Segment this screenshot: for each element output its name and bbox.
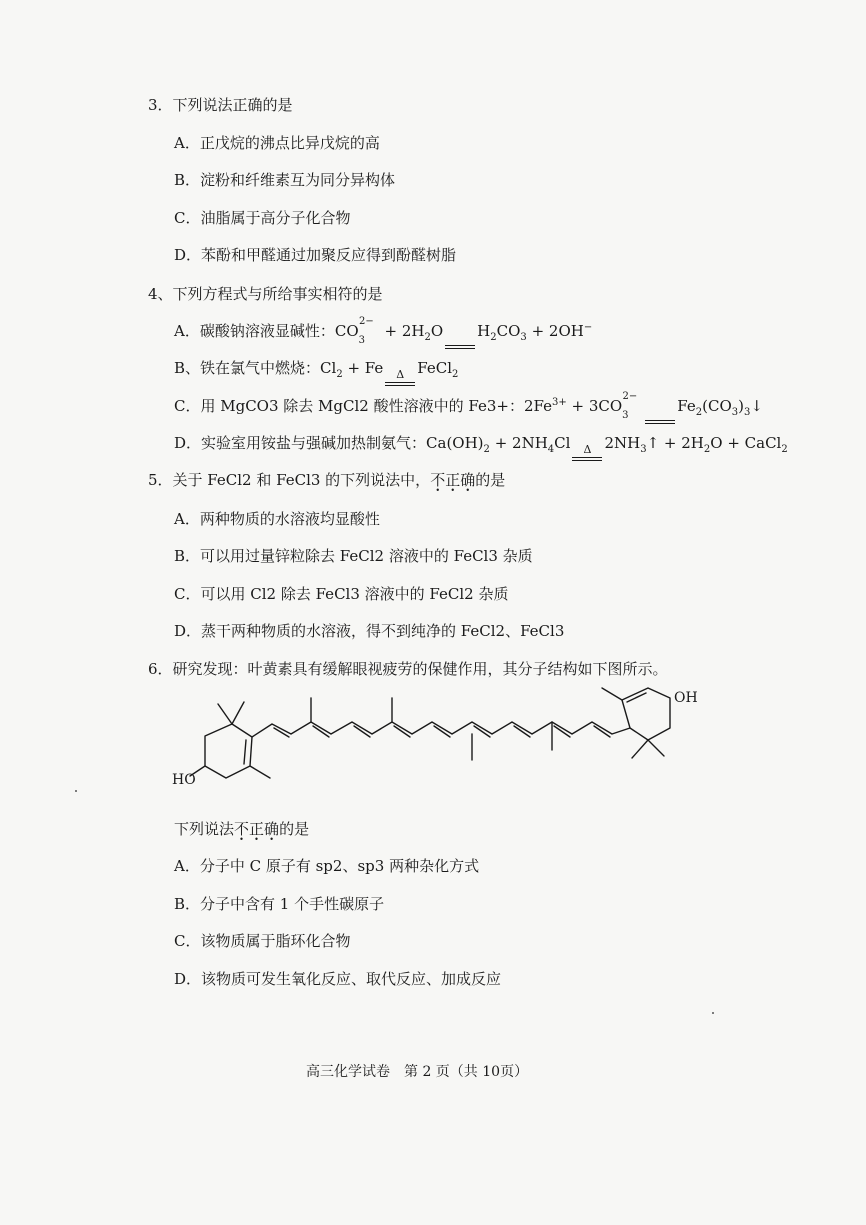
emphasis-char: 不	[430, 471, 446, 489]
lutein-structure-diagram	[160, 680, 700, 792]
q4-option-b	[174, 358, 459, 381]
q5-stem	[148, 470, 505, 490]
q6-sub-stem-text: 下列说法	[174, 820, 235, 838]
q6-sub-stem	[174, 819, 309, 839]
q3-stem: 3．下列说法正确的是	[148, 96, 293, 114]
q3-option-a: A．正戊烷的沸点比异戊烷的高	[174, 134, 380, 152]
q5-option-d: D．蒸干两种物质的水溶液，得不到纯净的 FeCl2、FeCl3	[174, 622, 565, 640]
q5-option-b: B．可以用过量锌粒除去 FeCl2 溶液中的 FeCl3 杂质	[174, 547, 533, 565]
q6-option-b: B．分子中含有 1 个手性碳原子	[174, 895, 385, 913]
emphasis-char: 确	[264, 820, 280, 838]
hydroxyl-label-right: OH	[674, 690, 698, 706]
q3-option-b: B．淀粉和纤维素互为同分异构体	[174, 171, 396, 189]
hydroxyl-label-left: HO	[172, 772, 196, 788]
q5-stem-tail: 的是	[475, 471, 506, 489]
q4-option-c-equation: $2Fe^{3+} + 3CO_3^{2-}$ $Fe_2(CO_3)_3↓$	[524, 397, 763, 415]
q4-stem: 4、下列方程式与所给事实相符的是	[148, 285, 383, 303]
q5-stem-text: 5．关于 FeCl2 和 FeCl3 的下列说法中，	[148, 471, 431, 489]
q4-option-a-text: A．碳酸钠溶液显碱性：	[174, 322, 335, 340]
q3-option-c: C．油脂属于高分子化合物	[174, 209, 351, 227]
q6-stem: 6．研究发现：叶黄素具有缓解眼视疲劳的保健作用，其分子结构如下图所示。	[148, 660, 668, 678]
emphasis-char: 正	[249, 820, 265, 838]
q5-option-c: C．可以用 Cl2 除去 FeCl3 溶液中的 FeCl2 杂质	[174, 585, 509, 603]
q4-option-a-equation: $CO_3^{2-} + 2H_2O$ $H_2CO_3 + 2OH^-$	[335, 322, 592, 340]
q6-sub-stem-tail: 的是	[279, 820, 310, 838]
q5-option-a: A．两种物质的水溶液均显酸性	[174, 510, 380, 528]
scan-speck	[75, 790, 77, 792]
q4-option-b-equation: $Cl_2 + Fe$ Δ FeCl$_2$	[320, 359, 458, 377]
q4-option-c-text: C．用 MgCO3 除去 MgCl2 酸性溶液中的 Fe3+：	[174, 397, 524, 415]
q6-option-a: A．分子中 C 原子有 sp2、sp3 两种杂化方式	[174, 857, 480, 875]
q4-option-d-equation: $Ca(OH)_2 + 2NH_4Cl$ Δ $2NH_3↑ + 2H_2O$ + CaCl$_2$	[426, 434, 788, 452]
page-footer: 高三化学试卷 第 2 页（共 10页）	[306, 1064, 529, 1080]
emphasis-char: 正	[445, 471, 461, 489]
q4-option-a	[174, 316, 593, 346]
q4-option-d-text: D．实验室用铵盐与强碱加热制氨气：	[174, 434, 427, 452]
q4-option-c	[174, 391, 763, 421]
q4-option-b-text: B、铁在氯气中燃烧：	[174, 359, 321, 377]
q4-option-d	[174, 433, 788, 456]
q6-option-c: C．该物质属于脂环化合物	[174, 932, 351, 950]
q6-option-d: D．该物质可发生氧化反应、取代反应、加成反应	[174, 970, 502, 988]
scan-speck	[712, 1012, 714, 1014]
emphasis-char: 确	[460, 471, 476, 489]
q3-option-d: D．苯酚和甲醛通过加聚反应得到酚醛树脂	[174, 246, 457, 264]
emphasis-char: 不	[234, 820, 250, 838]
